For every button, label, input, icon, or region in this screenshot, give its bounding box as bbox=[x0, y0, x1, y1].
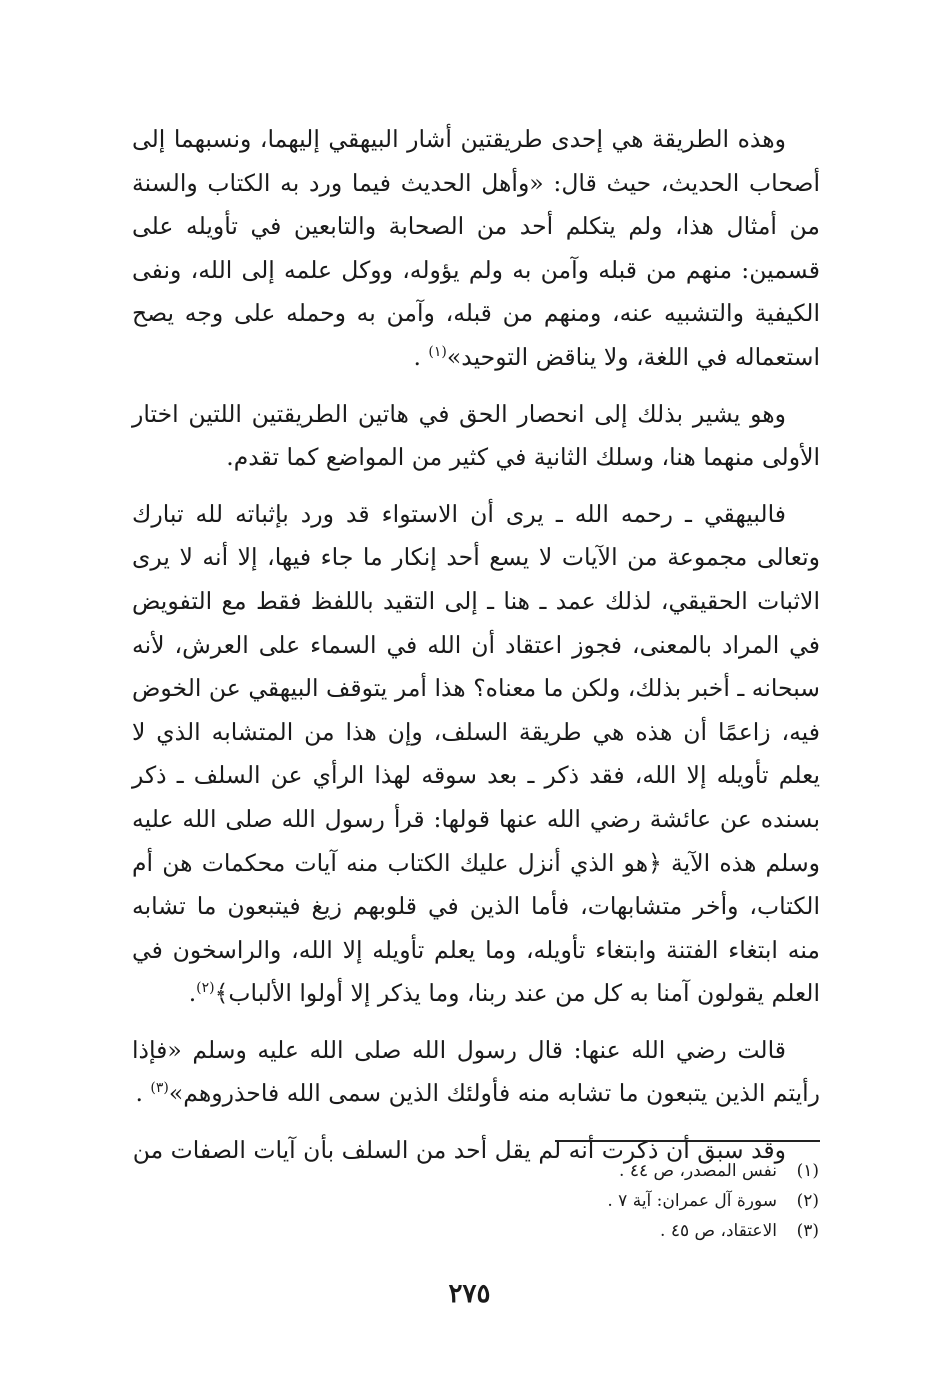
paragraph-1-text: وهذه الطريقة هي إحدى طريقتين أشار البيهقي إليهما، ونسبهما إلى أصحاب الحديث، حيث قال: «وأهل الحديث فيما ورد به الكتاب والسنة من أمثال هذا، ولم يتكلم أحد من الصحابة والتابعين في تأويله على قسمين: منهم من قبله وآمن به ولم يؤوله، ووكل علمه إلى الله، ونفى الكيفية والتشبيه عنه، ومنهم من قبله، وآمن به وحمله على وجه يصح استعماله في اللغة، ولا يناقض التوحيد» bbox=[132, 125, 820, 371]
paragraph-4-text: قالت رضي الله عنها: قال رسول الله صلى الله عليه وسلم «فإذا رأيتم الذين يتبعون ما تشابه منه فأولئك الذين سمى الله فاحذروهم» bbox=[132, 1035, 820, 1108]
paragraph-3-text: فالبيهقي ـ رحمه الله ـ يرى أن الاستواء قد ورد بإثباته لله تبارك وتعالى مجموعة من الآيات لا يسع أحد إنكار ما جاء فيها، إلا أنه لا يرى الاثبات الحقيقي، لذلك عمد ـ هنا ـ إلى التقيد باللفظ فقط مع التفويض في المراد بالمعنى، فجوز اعتقاد أن الله في السماء على العرش، لأنه سبحانه ـ أخبر بذلك، ولكن ما معناه؟ هذا أمر يتوقف البيهقي عن الخوض فيه، زاعمًا أن هذه هي طريقة السلف، وإن هذا من المتشابه الذي لا يعلم تأويله إلا الله، فقد ذكر ـ بعد سوقه لهذا الرأي عن السلف ـ ذكر بسنده عن عائشة رضي الله عنها قولها: قرأ رسول الله صلى الله عليه وسلم هذه الآية ﴿هو الذي أنزل عليك الكتاب منه آيات محكمات هن أم الكتاب، وأخر متشابهات، فأما الذين في قلوبهم زيغ فيتبعون ما تشابه منه ابتغاء الفتنة وابتغاء تأويله، وما يعلم تأويله إلا الله، والراسخون في العلم يقولون آمنا به كل من عند ربنا، وما يذكر إلا أولوا الألباب﴾ bbox=[132, 499, 820, 1008]
footnote-text: نفس المصدر، ص ٤٤ . bbox=[619, 1161, 777, 1181]
footnote-number: (٣) bbox=[796, 1221, 819, 1241]
paragraph-1-tail: . bbox=[413, 342, 429, 371]
paragraph-3-tail: . bbox=[188, 979, 197, 1008]
footnote-text: الاعتقاد، ص ٤٥ . bbox=[660, 1221, 777, 1241]
paragraph-5-text: وقد سبق أن ذكرت أنه لم يقل أحد من السلف بأن آيات الصفات من bbox=[132, 1136, 786, 1165]
footnote-number: (٢) bbox=[796, 1191, 819, 1211]
footnote-ref-1: (١) bbox=[428, 344, 447, 361]
footnote-3 bbox=[319, 1216, 819, 1246]
footnote-ref-3: (٣) bbox=[150, 1080, 169, 1097]
paragraph-2 bbox=[132, 393, 820, 480]
paragraph-1 bbox=[132, 118, 820, 380]
paragraph-2-text: وهو يشير بذلك إلى انحصار الحق في هاتين الطريقتين اللتين اختار الأولى منهما هنا، وسلك الثانية في كثير من المواضع كما تقدم. bbox=[132, 399, 820, 472]
footnote-2 bbox=[319, 1186, 819, 1216]
paragraph-4 bbox=[132, 1029, 820, 1116]
footnote-text: سورة آل عمران: آية ٧ . bbox=[607, 1191, 777, 1211]
paragraph-4-tail: . bbox=[135, 1079, 151, 1108]
footnotes bbox=[319, 1156, 819, 1246]
footnote-number: (١) bbox=[796, 1161, 819, 1181]
footnote-ref-2: (٢) bbox=[196, 980, 215, 997]
footnote-1 bbox=[319, 1156, 819, 1186]
paragraph-3 bbox=[132, 493, 820, 1016]
main-text bbox=[132, 118, 820, 1186]
footnote-divider bbox=[555, 1140, 820, 1142]
page-number: ٢٧٥ bbox=[448, 1279, 491, 1309]
